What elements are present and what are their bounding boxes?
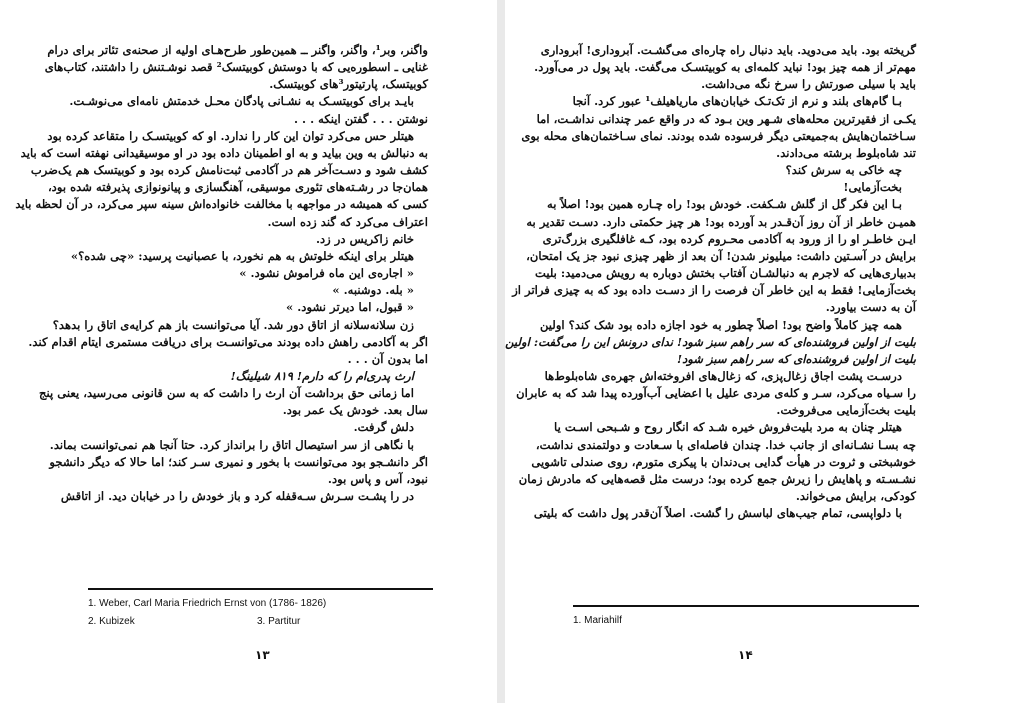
text-line: خوشبختی و ثروت در هیأت گدایی بی‌دندان با پیکری متورم، روی صندلی تاشویی — [531, 454, 916, 469]
text-line: بلیت از اولین فروشنده‌ای که سر راهم سبز شود! ندای درونش این را می‌گفت: اولین — [505, 334, 916, 349]
text-line: ایـن خاطـر او را از ورود به آکادمی محـروم کرده بود، کـه غافلگیری بزرگ‌تری — [542, 231, 916, 246]
text-line: کودکی، برایش می‌خواند. — [795, 489, 916, 504]
text-line: سال بعد. خودش یک عمر بود. — [282, 403, 428, 418]
text-line: « قبول، اما دیرتر نشود. » — [285, 300, 414, 315]
left-page — [0, 0, 497, 703]
text-line: « اجاره‌ی این ماه فراموش نشود. » — [239, 266, 414, 281]
text-line: بلیت از اولین فروشنده‌ای که سر راهم سبز شود! — [676, 351, 916, 366]
text-line: مهم‌تر از همه چیز بود! نباید کلمه‌ای به کوبیتسـک می‌گفت. باید پول در می‌آورد. — [534, 60, 916, 75]
text-line: بلیت بخت‌آزمایی می‌فروخت. — [776, 403, 916, 418]
text-line: بخت‌آزمایی! فقط به این خاطر آن فرصت را از دسـت داده بود که به چیزی فراتر از — [512, 283, 916, 298]
text-line: نبود، آس و پاس بود. — [327, 471, 428, 486]
text-line: چه خاکی به سرش کند؟ — [785, 163, 902, 178]
text-line: را سـیاه می‌کرد، سـر و کله‌ی مردی علیل با اعضایی آب‌آورده پیدا شد که به عابران — [516, 386, 916, 401]
text-line: تند شاه‌بلوط برشته می‌دادند. — [776, 145, 916, 160]
text-line: گریخته بود. باید می‌دوید. باید دنبال راه چاره‌ای می‌گشـت. آبرو‌داری! آبروداری — [540, 43, 916, 57]
text-line: هیتلر حس می‌کرد توان این کار را ندارد. او که کوبیتسـک را متقاعد کرده بود — [47, 128, 414, 143]
text-line: نشـسـته و پاهایش را زیرش جمع کرده بود؛ درست مثل قصه‌هایی که مادرش زمان — [518, 471, 916, 486]
text-line: باید با سیلی صورتش را سرخ نگه می‌داشت. — [701, 77, 916, 92]
text-line: « بله. دوشنبه. » — [332, 283, 414, 298]
text-line: اگر به آکادمی راهش داده بودند می‌توانسـت برای دریافت مستمری ایتام اقدام کند. — [28, 334, 428, 349]
footnote-1: 1. Mariahilf — [573, 615, 622, 626]
text-line: چه بسـا نشـانه‌ای از جانب خدا. چندان فاصله‌ای با سـعادت و دولتمندی نداشت، — [535, 437, 916, 452]
text-line: هیتلر برای اینکه خلوتش به هم نخورد، با عصبانیت پرسید: «چی شده؟» — [70, 248, 414, 263]
text-line: غنایی ـ اسطوره‌یی که با دوستش کوبیتسک² قصد نوشـتنش را داشتند، کتاب‌های — [44, 60, 428, 75]
text-line: بـا این فکر گل از گلش شـکفت. خودش بود! راه چـاره همین بود! اصلاً به — [547, 197, 902, 212]
text-line: کسی که همیشه در مواجهه با مخالفت خانواده‌اش سینه سپر می‌کرد، در آن لحظه باید — [15, 197, 428, 212]
text-line: همان‌جا در رشـته‌های تئوری موسیقی، آهنگسازی و پیانونوازی پذیرفته شده بود، — [47, 180, 428, 195]
page-number: ۱۳ — [255, 648, 270, 662]
footnote-1: 1. Weber, Carl Maria Friedrich Ernst von (1786- 1826) — [88, 598, 327, 609]
footnote-3: 3. Partitur — [257, 616, 301, 627]
text-line: یکـی از فقیرترین محله‌های شـهر وین بـود که در واقع عمر چندانی نداشـت، اما — [536, 111, 916, 126]
footnote-separator — [88, 588, 433, 590]
right-page — [505, 0, 1027, 703]
text-line: اما زمانی حق برداشت آن ارث را داشت که به سن قانونی می‌رسید، یعنی پنج — [38, 386, 414, 401]
text-line: همیـن خاطر از آن روز آن‌قـدر بد آورده بود! هر چیز حکمتی دارد. دسـت تقدیر به — [526, 214, 916, 229]
text-line: بایـد برای کوبیتسـک به نشـانی پادگان محـل خدمتش نامه‌ای می‌نوشـت. — [69, 94, 414, 109]
text-line: نوشتن . . . گفتن اینکه . . . — [293, 111, 428, 126]
right-page-body — [505, 42, 916, 522]
text-line: هیتلر چنان به مرد بلیت‌فروش خیره شـد که انگار روح و شـبحی اسـت یا — [554, 420, 902, 435]
text-line: آن به دست بیاورد. — [825, 300, 916, 315]
text-line: کوبیتسک، پارتیتور³های کوبیتسک. — [269, 77, 428, 92]
text-line: زن سلانه‌سلانه از اتاق دور شد. آیا می‌توانست باز هم کرایه‌ی اتاق را بدهد؟ — [52, 317, 414, 332]
text-line: همه چیز کاملاً واضح بود! اصلاً چطور به خود اجازه داده بود شک کند؟ اولین — [539, 317, 902, 332]
text-line: اگر دانشـجو بود می‌توانست با بخور و نمیری سـر کند؛ اما حالا که دیگر دانشجو — [49, 454, 428, 469]
text-line: درسـت پشت اجاق زغال‌پزی، که زغال‌های افروخته‌اش جهره‌ی شاه‌بلوط‌ها — [544, 368, 902, 383]
text-line: ارث پدری‌ام را که دارم! ۸۱۹ شیلینگ! — [230, 368, 414, 383]
footnote-separator — [573, 605, 919, 607]
text-line: کشف شود و دسـت‌آخر هم در آکادمی ثبت‌نامش کرده بود و کوبیتسک هم یک‌ضرب — [30, 163, 428, 178]
text-line: بدبیاری‌هایی که لاجرم به دنبالشـان آفتاب بختش دوباره به رویش می‌دمید: بلیت — [534, 266, 916, 281]
left-page-body — [15, 42, 428, 505]
text-line: واگنر، وبر¹، واگنر، واگنر ــ همین‌طور طرح‌هـای اولیه از صحنه‌ی تئاتر برای درام — [47, 43, 428, 57]
text-line: با دلواپسی، تمام جیب‌های لباسش را گشت. اصلاً آن‌قدر پول داشت که بلیتی — [533, 506, 902, 521]
text-line: بـا گام‌های بلند و نرم از تک‌تـک خیابان‌های ماریاهیلف¹ عبور کرد. آنجا — [572, 94, 902, 109]
text-line: دلش گرفت. — [353, 420, 414, 435]
text-line: سـاختمان‌هایش به‌جمیعتی دیگر فرسوده شده بودند. نمای سـاختمان‌های محله بوی — [521, 128, 916, 143]
page-number: ۱۴ — [738, 648, 753, 662]
text-line: خانم زاکریس در زد. — [315, 231, 414, 246]
text-line: اما بدون آن . . . — [347, 351, 428, 366]
text-line: اعتراف می‌کرد که گند زده است. — [267, 214, 428, 229]
footnote-2: 2. Kubizek — [88, 616, 135, 627]
text-line: بخت‌آزمایی! — [843, 180, 902, 195]
text-line: برایش در آسـتین داشت: میلیونر شدن! آن بعد از ظهر چیزی نبود جز یک امتحان، — [526, 248, 916, 263]
text-line: به دنبالش به وین بیاید و به او اطمینان داده بود در او موسیقیدانی نهفته است که باید — [20, 145, 428, 160]
text-line: با نگاهی از سر استیصال اتاق را برانداز کرد. حتا آنجا هم نمی‌توانست بماند. — [49, 437, 414, 452]
text-line: در را پشـت سـرش سـه‌قفله کرد و باز خودش را در خیابان دید. از اتاقش — [60, 489, 414, 504]
